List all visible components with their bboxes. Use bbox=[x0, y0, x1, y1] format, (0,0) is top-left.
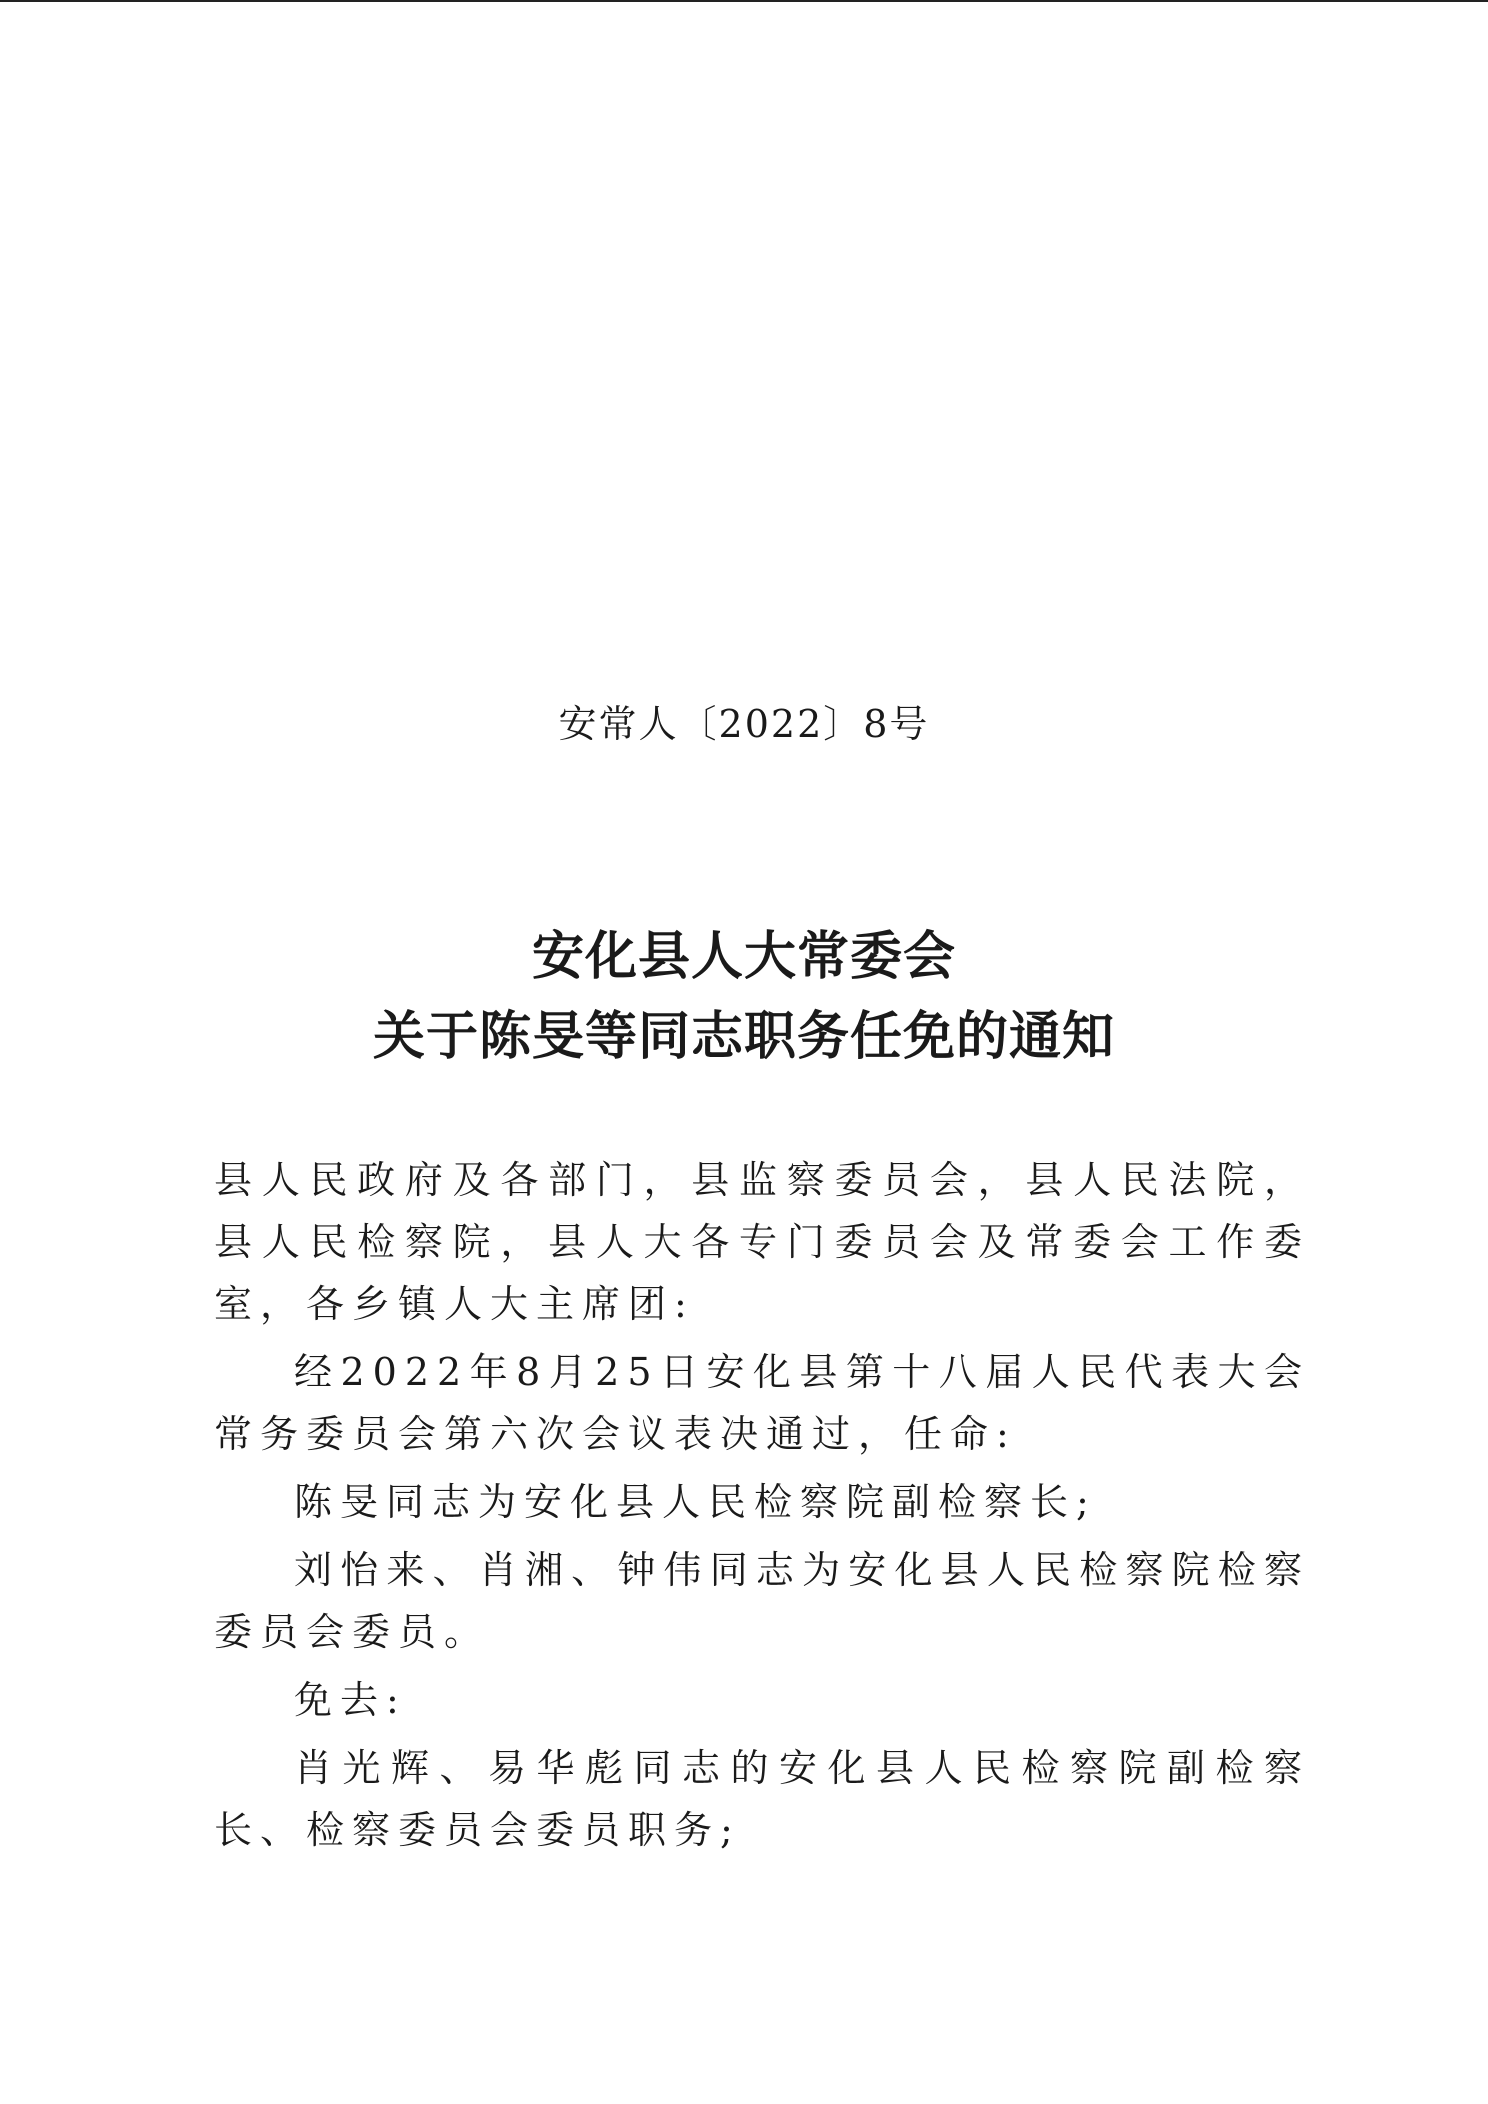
addressees: 县人民政府及各部门，县监察委员会，县人民法院，县人民检察院，县人大各专门委员会及常委会工作委室，各乡镇人大主席团: bbox=[214, 1158, 1310, 1326]
paragraph-resolution: 经2022年8月25日安化县第十八届人民代表大会常务委员会第六次会议表决通过，任命: bbox=[214, 1350, 1310, 1456]
paragraph-appointment-1: 陈旻同志为安化县人民检察院副检察长; bbox=[294, 1480, 1097, 1524]
document-title-line-2: 关于陈旻等同志职务任免的通知 bbox=[372, 1007, 1115, 1067]
document-body bbox=[214, 1149, 1310, 1861]
document-title-line-1: 安化县人大常委会 bbox=[531, 927, 956, 987]
paragraph-removal-1: 肖光辉、易华彪同志的安化县人民检察院副检察长、检察委员会委员职务; bbox=[214, 1746, 1310, 1852]
paragraph-removal-heading: 免去: bbox=[294, 1678, 407, 1722]
paragraph-appointment-2: 刘怡来、肖湘、钟伟同志为安化县人民检察院检察委员会委员。 bbox=[214, 1548, 1310, 1654]
document-number: 安常人〔2022〕8号 bbox=[558, 702, 930, 746]
